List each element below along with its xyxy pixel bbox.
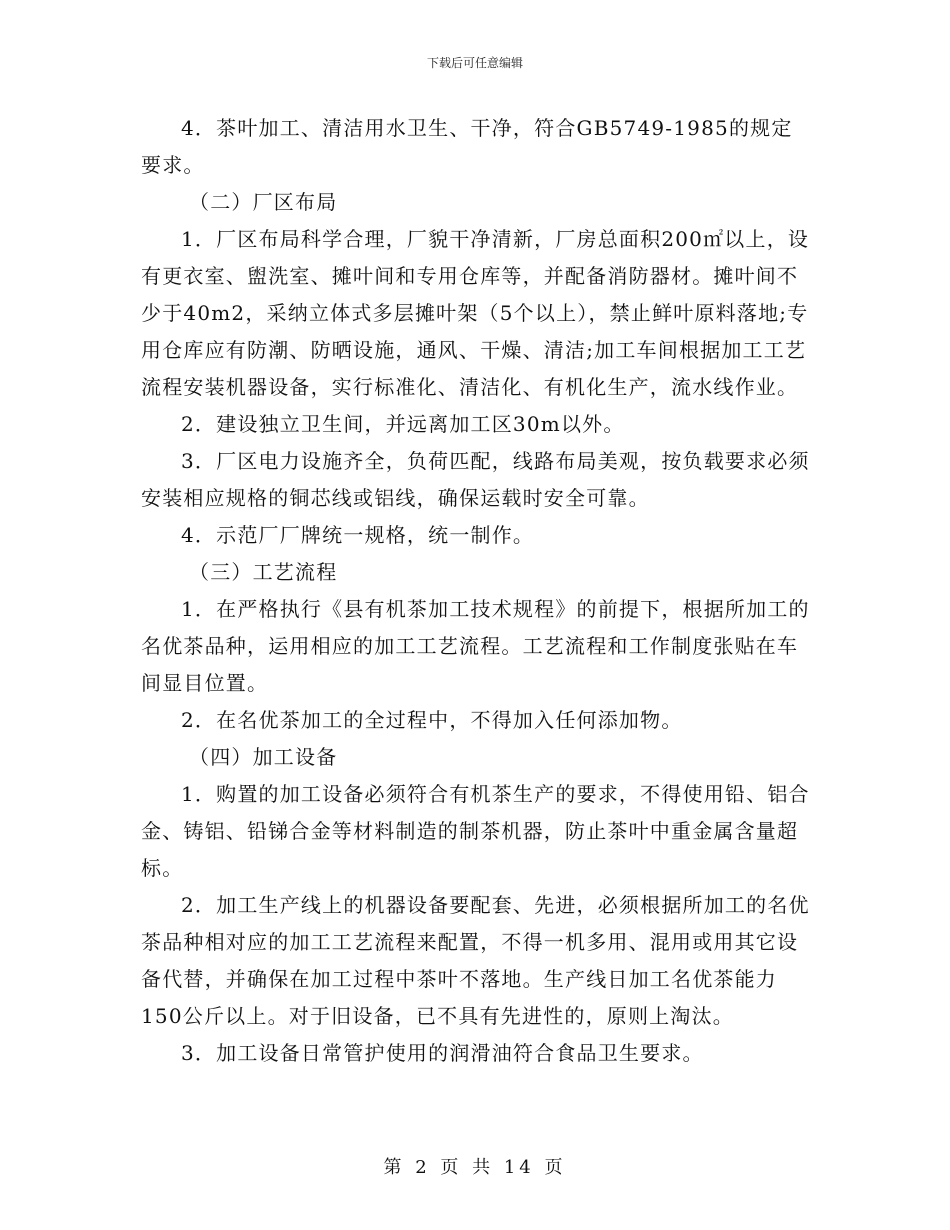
paragraph: 4．示范厂厂牌统一规格，统一制作。: [181, 523, 535, 547]
paragraph: 1．厂区布局科学合理，厂貌干净清新，厂房总面积200㎡以上，设有更衣室、盥洗室、摊叶间和专用仓库等，并配备消防器材。摊叶间不少于40m2，采纳立体式多层摊叶架（5个以上），禁止鲜叶原料落地;专用仓库应有防潮、防晒设施，通风、干燥、清洁;加工车间根据加工工艺流程安装机器设备，实行标准化、清洁化、有机化生产，流水线作业。: [141, 227, 810, 399]
paragraph: 2．在名优茶加工的全过程中，不得加入任何添加物。: [181, 708, 683, 732]
section-heading: （二）厂区布局: [189, 190, 338, 214]
paragraph: 2．建设独立卫生间，并远离加工区30m以外。: [181, 412, 625, 436]
paragraph: 2．加工生产线上的机器设备要配套、先进，必须根据所加工的名优茶品种相对应的加工工艺流程来配置，不得一机多用、混用或用其它设备代替，并确保在加工过程中茶叶不落地。生产线日加工名优茶能力150公斤以上。对于旧设备，已不具有先进性的，原则上淘汰。: [141, 893, 810, 1028]
paragraph: 1．购置的加工设备必须符合有机茶生产的要求，不得使用铅、铝合金、铸铝、铅锑合金等材料制造的制茶机器，防止茶叶中重金属含量超标。: [141, 782, 810, 880]
paragraph: 4．茶叶加工、清洁用水卫生、干净，符合GB5749-1985的规定要求。: [141, 116, 793, 177]
section-heading: （三）工艺流程: [189, 560, 338, 584]
section-heading: （四）加工设备: [189, 745, 338, 769]
paragraph: 3．厂区电力设施齐全，负荷匹配，线路布局美观，按负载要求必须安装相应规格的铜芯线或铝线，确保运载时安全可靠。: [141, 449, 810, 510]
page-number: 第 2 页 共 14 页: [383, 1157, 567, 1178]
paragraph: 1．在严格执行《县有机茶加工技术规程》的前提下，根据所加工的名优茶品种，运用相应的加工工艺流程。工艺流程和工作制度张贴在车间显目位置。: [141, 597, 810, 695]
page-header: 下载后可任意编辑: [426, 56, 523, 70]
paragraph: 3．加工设备日常管护使用的润滑油符合食品卫生要求。: [181, 1041, 704, 1065]
document-body: [141, 110, 811, 1072]
